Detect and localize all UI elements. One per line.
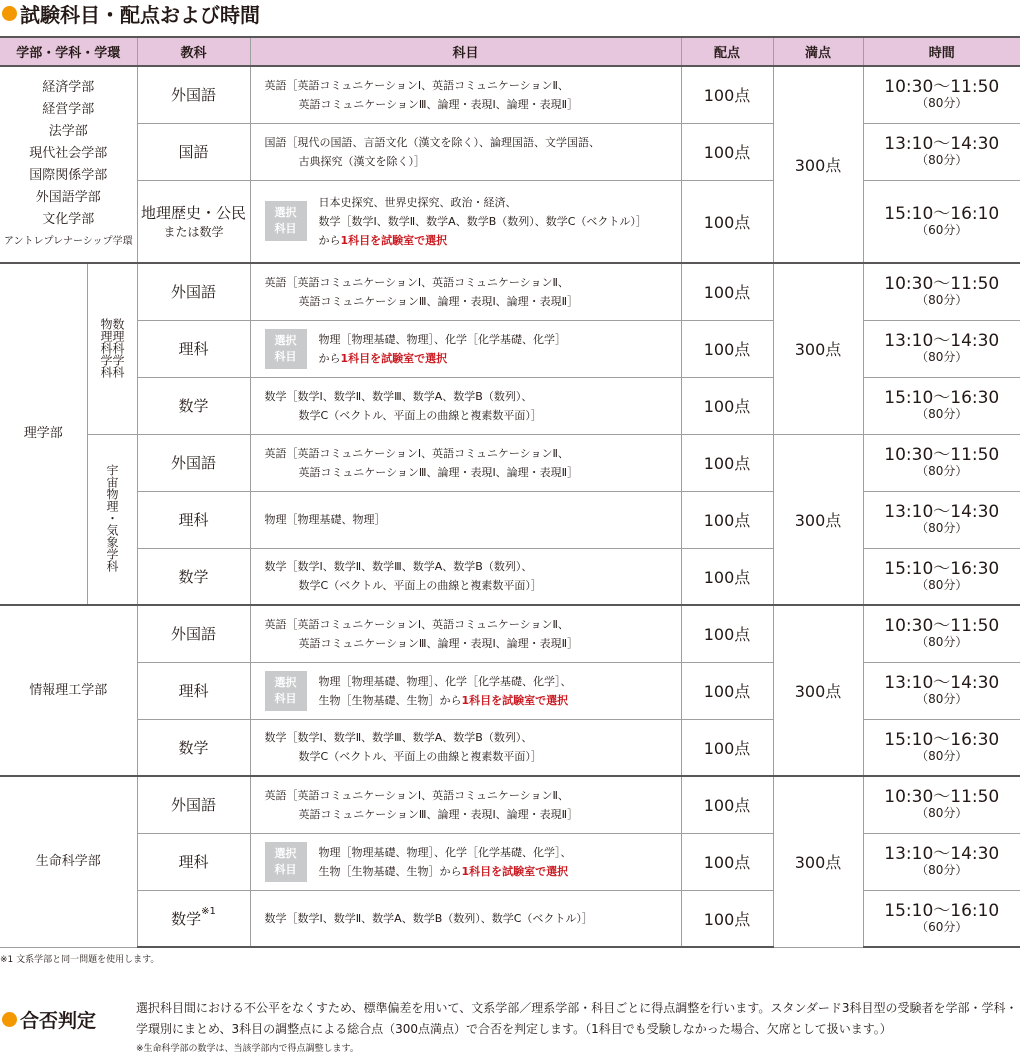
manten-cell: 300点 xyxy=(773,605,863,776)
header-haiten: 配点 xyxy=(681,37,773,66)
header-manten: 満点 xyxy=(773,37,863,66)
kamoku-cell: 数学［数学Ⅰ、数学Ⅱ、数学Ⅲ、数学A、数学B（数列）、 数学C（ベクトル、平面上の曲線と複素数平面）］ xyxy=(250,377,681,434)
kyoka-cell: 外国語 xyxy=(137,263,250,320)
footnote: ※1 文系学部と同一問題を使用します。 xyxy=(0,955,160,965)
table-row xyxy=(0,263,1020,320)
footnote-mark: ※1 xyxy=(201,905,216,917)
kyoka-cell: 数学$^{※1}$ xyxy=(137,890,250,947)
haiten-cell: 100点 xyxy=(681,605,773,662)
header-row xyxy=(0,37,1020,66)
table-row xyxy=(0,548,1020,605)
time-cell: 10:30～11:50 （80分） xyxy=(863,776,1020,833)
header-kyoka: 教科 xyxy=(137,37,250,66)
kamoku-cell: 物理［物理基礎、物理］ xyxy=(250,491,681,548)
kyoka-cell: 外国語 xyxy=(137,66,250,123)
table-row xyxy=(0,776,1020,833)
haiten-cell: 100点 xyxy=(681,377,773,434)
table-row xyxy=(0,833,1020,890)
table-row xyxy=(0,890,1020,947)
table-row xyxy=(0,605,1020,662)
kamoku-cell: 数学［数学Ⅰ、数学Ⅱ、数学A、数学B（数列）、数学C（ベクトル）］ xyxy=(250,890,681,947)
time-cell: 10:30～11:50 （80分） xyxy=(863,605,1020,662)
kamoku-cell: 数学［数学Ⅰ、数学Ⅱ、数学Ⅲ、数学A、数学B（数列）、 数学C（ベクトル、平面上の曲線と複素数平面）］ xyxy=(250,719,681,776)
header-dept: 学部・学科・学環 xyxy=(0,37,137,66)
orange-dot-icon xyxy=(2,1012,17,1027)
table-row xyxy=(0,377,1020,434)
time-cell: 10:30～11:50 （80分） xyxy=(863,66,1020,123)
haiten-cell: 100点 xyxy=(681,833,773,890)
judge-text: 選択科目間における不公平をなくすため、標準偏差を用いて、文系学部／理系学部・科目ごとに得点調整を行います。スタンダード3科目型の受験者を学部・学科・学環別にまとめ、3科目の調整点による総合点（300点満点）で合否を判定します。（1科目でも受験しなかった場合、欠席として扱います。） xyxy=(136,1001,1018,1036)
kyoka-cell: 地理歴史・公民 または数学 xyxy=(137,180,250,263)
exam-table xyxy=(0,36,1020,948)
haiten-cell: 100点 xyxy=(681,263,773,320)
dept-cell-seimei: 生命科学部 xyxy=(0,776,137,947)
kamoku-cell: 選択 科目 物理［物理基礎、物理］、化学［化学基礎、化学］、 生物［生物基礎、生物］から1科目を試験室で選択 xyxy=(250,833,681,890)
manten-cell: 300点 xyxy=(773,263,863,434)
time-cell: 15:10～16:30 （80分） xyxy=(863,719,1020,776)
haiten-cell: 100点 xyxy=(681,890,773,947)
judge-title: 合否判定 xyxy=(2,1006,96,1033)
kamoku-cell: 英語［英語コミュニケーションⅠ、英語コミュニケーションⅡ、 英語コミュニケーションⅢ、論理・表現Ⅰ、論理・表現Ⅱ］ xyxy=(250,605,681,662)
subdept-cell-butsuri-suri: 物理科学科数理科学科 xyxy=(87,263,137,434)
kamoku-cell: 選択 科目 物理［物理基礎、物理］、化学［化学基礎、化学］ から1科目を試験室で選択 xyxy=(250,320,681,377)
haiten-cell: 100点 xyxy=(681,719,773,776)
dept-cell-bunkei: 経済学部 経営学部 法学部 現代社会学部 国際関係学部 外国語学部 文化学部 アントレプレナーシップ学環 xyxy=(0,66,137,263)
select-badge: 選択 科目 xyxy=(265,842,307,882)
haiten-cell: 100点 xyxy=(681,434,773,491)
time-cell: 15:10～16:10 （60分） xyxy=(863,890,1020,947)
kyoka-cell: 外国語 xyxy=(137,776,250,833)
page-title: 試験科目・配点および時間 xyxy=(2,0,260,26)
time-cell: 13:10～14:30 （80分） xyxy=(863,833,1020,890)
time-cell: 10:30～11:50 （80分） xyxy=(863,434,1020,491)
time-cell: 15:10～16:10 （60分） xyxy=(863,180,1020,263)
table-row xyxy=(0,66,1020,123)
table-row xyxy=(0,719,1020,776)
time-cell: 13:10～14:30 （80分） xyxy=(863,662,1020,719)
select-badge: 選択 科目 xyxy=(265,671,307,711)
orange-dot-icon xyxy=(2,6,17,21)
kamoku-cell: 英語［英語コミュニケーションⅠ、英語コミュニケーションⅡ、 英語コミュニケーションⅢ、論理・表現Ⅰ、論理・表現Ⅱ］ xyxy=(250,263,681,320)
dept-cell-joho: 情報理工学部 xyxy=(0,605,137,776)
kyoka-cell: 国語 xyxy=(137,123,250,180)
header-jikan: 時間 xyxy=(863,37,1020,66)
haiten-cell: 100点 xyxy=(681,66,773,123)
time-cell: 13:10～14:30 （80分） xyxy=(863,491,1020,548)
table-row xyxy=(0,491,1020,548)
kamoku-cell: 選択 科目 物理［物理基礎、物理］、化学［化学基礎、化学］、 生物［生物基礎、生物］から1科目を試験室で選択 xyxy=(250,662,681,719)
judge-note: ※生命科学部の数学は、当該学部内で得点調整します。 xyxy=(136,1044,359,1054)
kyoka-cell: 数学 xyxy=(137,377,250,434)
table-row xyxy=(0,434,1020,491)
kyoka-cell: 理科 xyxy=(137,491,250,548)
kyoka-cell: 数学 xyxy=(137,719,250,776)
kamoku-cell: 英語［英語コミュニケーションⅠ、英語コミュニケーションⅡ、 英語コミュニケーションⅢ、論理・表現Ⅰ、論理・表現Ⅱ］ xyxy=(250,66,681,123)
select-badge: 選択 科目 xyxy=(265,201,307,241)
dept-cell-rigaku: 理学部 xyxy=(0,263,87,605)
manten-cell: 300点 xyxy=(773,434,863,605)
haiten-cell: 100点 xyxy=(681,662,773,719)
kamoku-cell: 国語［現代の国語、言語文化（漢文を除く）、論理国語、文学国語、 古典探究（漢文を除く）］ xyxy=(250,123,681,180)
select-badge: 選択 科目 xyxy=(265,329,307,369)
time-cell: 10:30～11:50 （80分） xyxy=(863,263,1020,320)
kamoku-cell: 英語［英語コミュニケーションⅠ、英語コミュニケーションⅡ、 英語コミュニケーションⅢ、論理・表現Ⅰ、論理・表現Ⅱ］ xyxy=(250,776,681,833)
subdept-cell-uchu: 宇宙物理・気象学科 xyxy=(87,434,137,605)
time-cell: 15:10～16:30 （80分） xyxy=(863,548,1020,605)
kyoka-cell: 数学 xyxy=(137,548,250,605)
header-kamoku: 科目 xyxy=(250,37,681,66)
time-cell: 15:10～16:30 （80分） xyxy=(863,377,1020,434)
haiten-cell: 100点 xyxy=(681,776,773,833)
time-cell: 13:10～14:30 （80分） xyxy=(863,123,1020,180)
kamoku-cell: 数学［数学Ⅰ、数学Ⅱ、数学Ⅲ、数学A、数学B（数列）、 数学C（ベクトル、平面上の曲線と複素数平面）］ xyxy=(250,548,681,605)
haiten-cell: 100点 xyxy=(681,123,773,180)
kyoka-cell: 外国語 xyxy=(137,434,250,491)
table-row xyxy=(0,320,1020,377)
manten-cell: 300点 xyxy=(773,776,863,947)
haiten-cell: 100点 xyxy=(681,548,773,605)
haiten-cell: 100点 xyxy=(681,180,773,263)
kyoka-cell: 外国語 xyxy=(137,605,250,662)
kyoka-cell: 理科 xyxy=(137,833,250,890)
kamoku-cell: 英語［英語コミュニケーションⅠ、英語コミュニケーションⅡ、 英語コミュニケーションⅢ、論理・表現Ⅰ、論理・表現Ⅱ］ xyxy=(250,434,681,491)
haiten-cell: 100点 xyxy=(681,320,773,377)
kyoka-cell: 理科 xyxy=(137,320,250,377)
time-cell: 13:10～14:30 （80分） xyxy=(863,320,1020,377)
kyoka-cell: 理科 xyxy=(137,662,250,719)
manten-cell: 300点 xyxy=(773,66,863,263)
table-row xyxy=(0,180,1020,263)
kamoku-cell: 選択 科目 日本史探究、世界史探究、政治・経済、 数学［数学Ⅰ、数学Ⅱ、数学A、数学B（数列）、数学C（ベクトル）］ から1科目を試験室で選択 xyxy=(250,180,681,263)
table-row xyxy=(0,123,1020,180)
haiten-cell: 100点 xyxy=(681,491,773,548)
table-row xyxy=(0,662,1020,719)
